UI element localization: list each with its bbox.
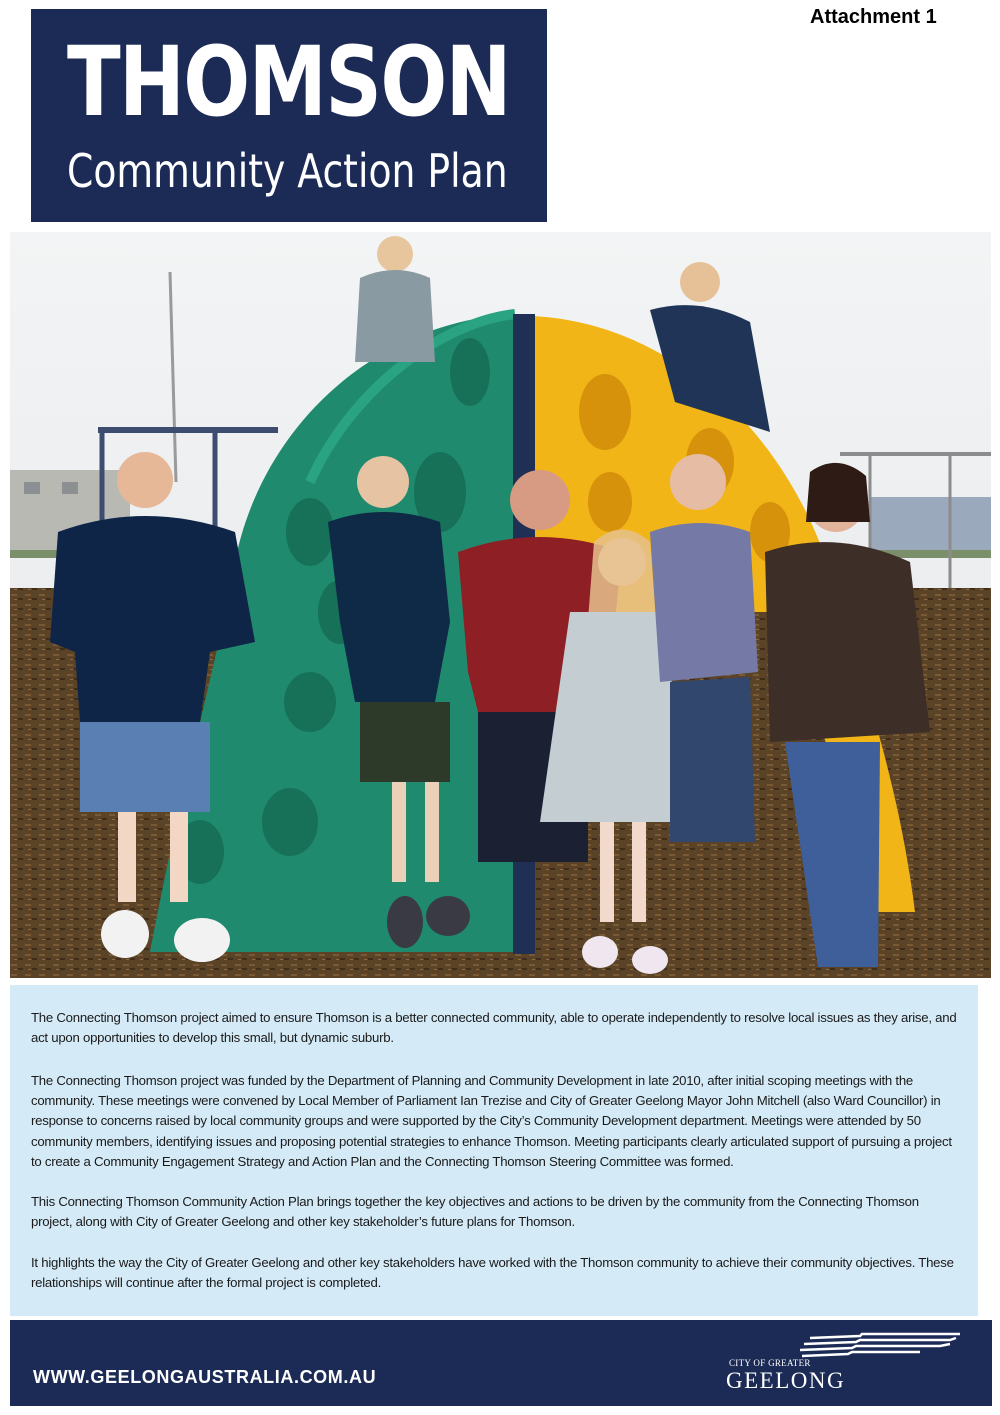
funding-paragraph: The Connecting Thomson project was funded by the Department of Planning and Community Development in late 2010, after initial scoping meetings with the community. These meetings were convened by Local Member of Parliament Ian Trezise and City of Greater Geelong Mayor John Mitchell (also Ward Councillor) in response to concerns raised by local community groups and were supported by the City’s Community Development department. Meetings were attended by 50 community members, identifying issues and proposing potential strategies to enhance Thomson. Meeting participants clearly articulated support of pursuing a project to create a Community Engagement Strategy and Action Plan and the Connecting Thomson Steering Committee was formed. <box>31 1073 952 1169</box>
logo-geelong: GEELONG <box>726 1368 846 1393</box>
intro-text-panel <box>10 985 978 1316</box>
wave-lines-icon <box>800 1332 970 1362</box>
cover-photo <box>10 232 991 978</box>
document-subtitle: Community Action Plan <box>67 144 508 198</box>
intro-paragraph: The Connecting Thomson project aimed to ensure Thomson is a better connected community, able to operate independently to resolve local issues as they arise, and act upon opportunities to develop this small, but dynamic suburb. <box>31 1010 957 1046</box>
title-banner <box>31 9 547 222</box>
logo-city-of-greater: CITY OF GREATER <box>729 1358 811 1368</box>
plan-paragraph: This Connecting Thomson Community Action Plan brings together the key objectives and actions to be driven by the community from the Connecting Thomson project, along with City of Greater Geelong and other key stakeholder’s future plans for Thomson. <box>31 1194 919 1230</box>
geelong-logo <box>722 1330 972 1400</box>
relationships-paragraph: It highlights the way the City of Greater Geelong and other key stakeholders have worked with the Thomson community to achieve their community objectives. These relationships will continue after the formal project is completed. <box>31 1255 954 1291</box>
group-photo-illustration <box>10 232 991 978</box>
document-title: THOMSON <box>67 26 510 138</box>
website-link[interactable]: WWW.GEELONGAUSTRALIA.COM.AU <box>33 1367 377 1387</box>
attachment-label: Attachment 1 <box>810 6 937 28</box>
footer-bar <box>10 1320 992 1406</box>
